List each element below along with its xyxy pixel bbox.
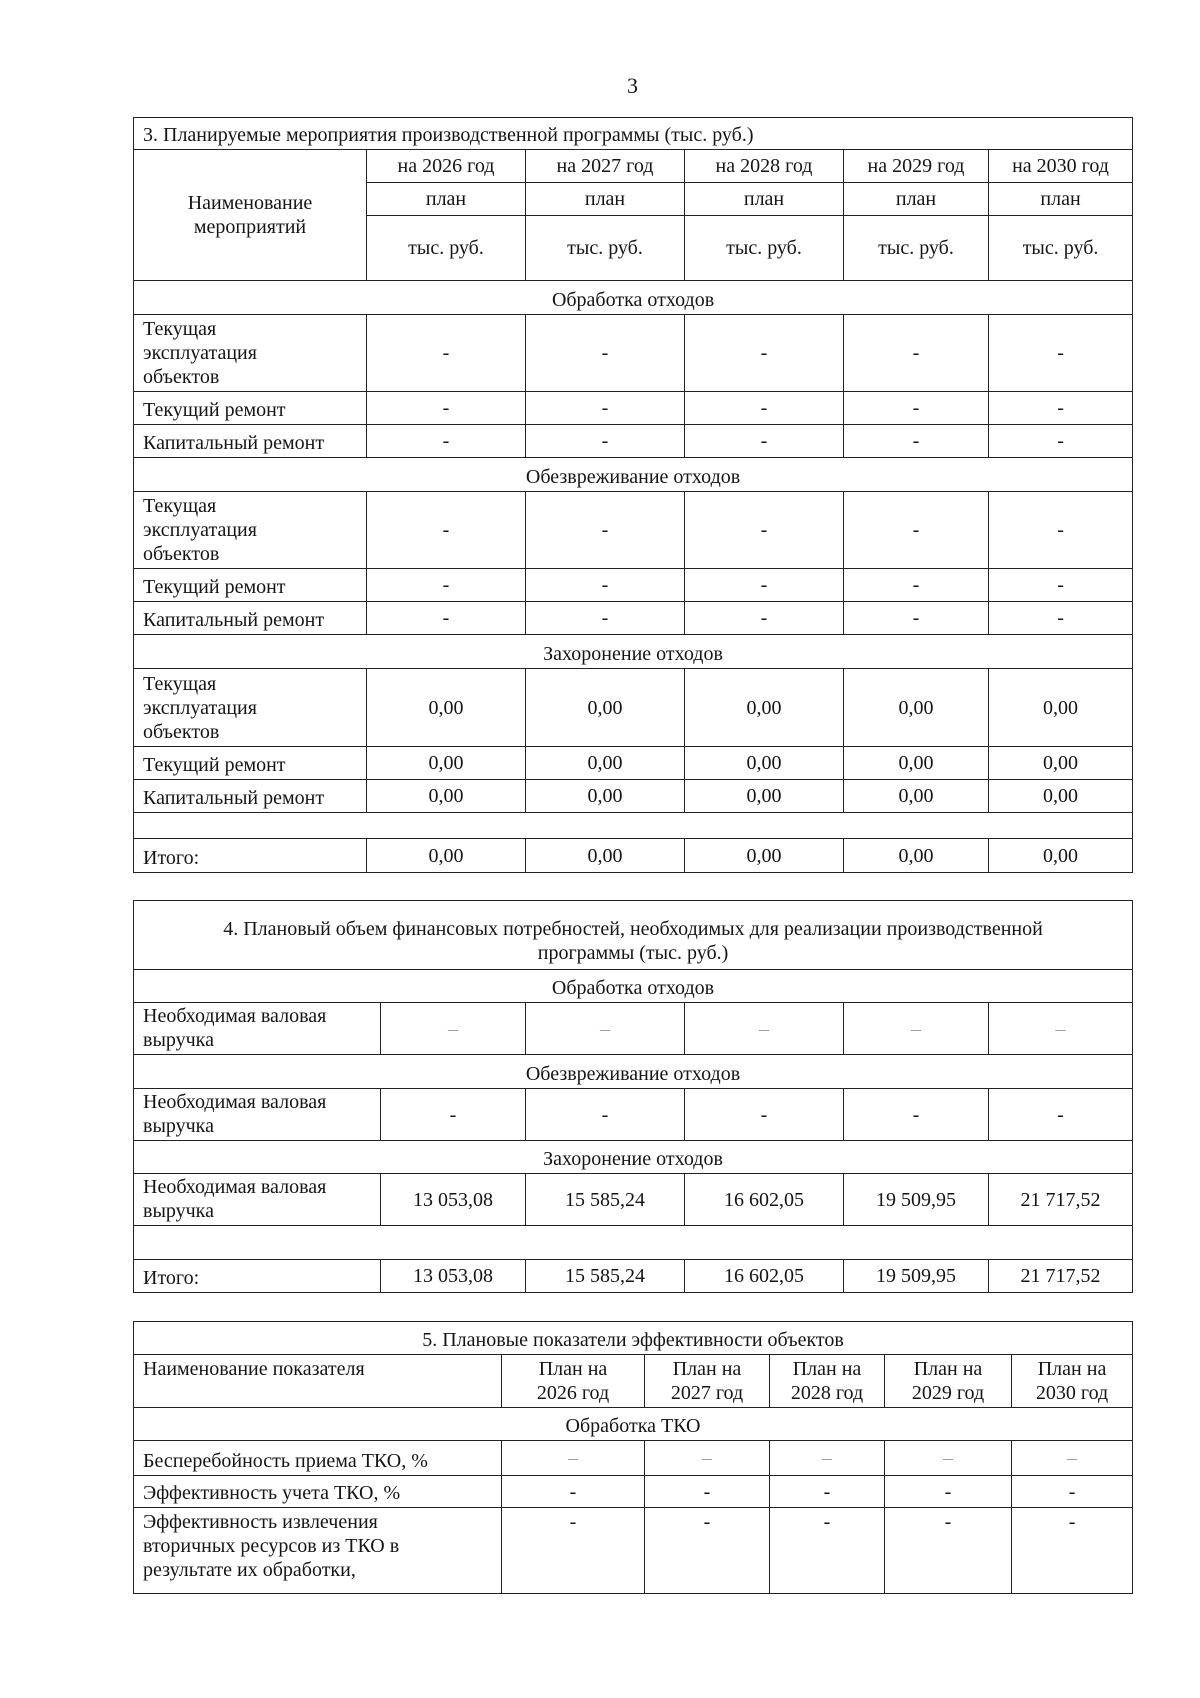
plan-header: план bbox=[526, 183, 685, 216]
value-cell: - bbox=[685, 1089, 844, 1141]
row-label: Текущая эксплуатация объектов bbox=[134, 315, 367, 392]
value-cell: – bbox=[989, 1003, 1133, 1055]
value-cell: - bbox=[989, 1089, 1133, 1141]
total-value: 0,00 bbox=[989, 839, 1133, 873]
value-cell: – bbox=[502, 1441, 645, 1476]
row-label: Капитальный ремонт bbox=[134, 602, 367, 635]
column-header-name: Наименование мероприятий bbox=[134, 150, 367, 281]
row-label: Эффективность учета ТКО, % bbox=[134, 1476, 502, 1508]
value-cell: - bbox=[502, 1508, 645, 1594]
year-header-2026: План на 2026 год bbox=[502, 1355, 645, 1408]
value-cell: – bbox=[770, 1441, 885, 1476]
year-header-2029: на 2029 год bbox=[844, 150, 989, 183]
unit-header: тыс. руб. bbox=[685, 216, 844, 281]
efficiency-indicators-table bbox=[133, 1321, 1133, 1594]
value-cell: – bbox=[885, 1441, 1012, 1476]
value-cell: - bbox=[367, 425, 526, 458]
section-title: Обработка отходов bbox=[134, 281, 1133, 315]
section-title: Захоронение отходов bbox=[134, 635, 1133, 669]
value-cell: - bbox=[526, 392, 685, 425]
total-value: 0,00 bbox=[526, 839, 685, 873]
total-value: 0,00 bbox=[685, 839, 844, 873]
section-title: Захоронение отходов bbox=[134, 1141, 1133, 1174]
value-cell: 15 585,24 bbox=[526, 1174, 685, 1226]
value-cell: - bbox=[1012, 1476, 1133, 1508]
year-header-2028: План на 2028 год bbox=[770, 1355, 885, 1408]
value-cell: - bbox=[367, 602, 526, 635]
value-cell: 0,00 bbox=[844, 780, 989, 813]
value-cell: 0,00 bbox=[685, 780, 844, 813]
table-title: 5. Плановые показатели эффективности объектов bbox=[134, 1322, 1133, 1355]
total-value: 15 585,24 bbox=[526, 1260, 685, 1293]
value-cell: - bbox=[526, 492, 685, 569]
value-cell: – bbox=[685, 1003, 844, 1055]
value-cell: - bbox=[685, 602, 844, 635]
value-cell: 0,00 bbox=[526, 669, 685, 747]
row-label: Текущая эксплуатация объектов bbox=[134, 669, 367, 747]
total-label: Итого: bbox=[134, 1260, 381, 1293]
value-cell: 0,00 bbox=[844, 669, 989, 747]
value-cell: - bbox=[844, 569, 989, 602]
total-value: 19 509,95 bbox=[844, 1260, 989, 1293]
value-cell: - bbox=[381, 1089, 526, 1141]
value-cell: 0,00 bbox=[526, 747, 685, 780]
value-cell: - bbox=[685, 425, 844, 458]
value-cell: – bbox=[526, 1003, 685, 1055]
value-cell: - bbox=[502, 1476, 645, 1508]
value-cell: - bbox=[989, 492, 1133, 569]
empty-row bbox=[134, 813, 1133, 839]
value-cell: - bbox=[885, 1476, 1012, 1508]
plan-header: план bbox=[367, 183, 526, 216]
value-cell: - bbox=[367, 392, 526, 425]
value-cell: - bbox=[770, 1508, 885, 1594]
row-label: Текущий ремонт bbox=[134, 569, 367, 602]
value-cell: – bbox=[844, 1003, 989, 1055]
total-value: 21 717,52 bbox=[989, 1260, 1133, 1293]
plan-header: план bbox=[989, 183, 1133, 216]
value-cell: - bbox=[526, 569, 685, 602]
row-label: Эффективность извлечения вторичных ресурсов из ТКО в результате их обработки, bbox=[134, 1508, 502, 1594]
plan-header: план bbox=[844, 183, 989, 216]
value-cell: - bbox=[844, 425, 989, 458]
value-cell: 21 717,52 bbox=[989, 1174, 1133, 1226]
year-header-2029: План на 2029 год bbox=[885, 1355, 1012, 1408]
value-cell: - bbox=[367, 315, 526, 392]
value-cell: - bbox=[1012, 1508, 1133, 1594]
value-cell: - bbox=[526, 1089, 685, 1141]
value-cell: - bbox=[844, 1089, 989, 1141]
year-header-2026: на 2026 год bbox=[367, 150, 526, 183]
value-cell: - bbox=[526, 315, 685, 392]
row-label: Капитальный ремонт bbox=[134, 780, 367, 813]
section-title: Обезвреживание отходов bbox=[134, 458, 1133, 492]
value-cell: 0,00 bbox=[367, 669, 526, 747]
planned-measures-table bbox=[133, 117, 1133, 873]
value-cell: - bbox=[989, 392, 1133, 425]
value-cell: - bbox=[770, 1476, 885, 1508]
row-label: Бесперебойность приема ТКО, % bbox=[134, 1441, 502, 1476]
total-value: 0,00 bbox=[844, 839, 989, 873]
value-cell: – bbox=[1012, 1441, 1133, 1476]
total-value: 0,00 bbox=[367, 839, 526, 873]
value-cell: - bbox=[685, 315, 844, 392]
value-cell: 0,00 bbox=[989, 780, 1133, 813]
total-value: 13 053,08 bbox=[381, 1260, 526, 1293]
value-cell: - bbox=[645, 1508, 770, 1594]
plan-header: план bbox=[685, 183, 844, 216]
value-cell: - bbox=[989, 315, 1133, 392]
total-label: Итого: bbox=[134, 839, 367, 873]
value-cell: - bbox=[844, 492, 989, 569]
value-cell: - bbox=[844, 315, 989, 392]
unit-header: тыс. руб. bbox=[367, 216, 526, 281]
value-cell: – bbox=[381, 1003, 526, 1055]
section-title: Обработка ТКО bbox=[134, 1408, 1133, 1441]
value-cell: - bbox=[844, 392, 989, 425]
value-cell: - bbox=[526, 602, 685, 635]
value-cell: 0,00 bbox=[526, 780, 685, 813]
unit-header: тыс. руб. bbox=[526, 216, 685, 281]
value-cell: - bbox=[989, 569, 1133, 602]
year-header-2027: на 2027 год bbox=[526, 150, 685, 183]
value-cell: – bbox=[645, 1441, 770, 1476]
value-cell: - bbox=[844, 602, 989, 635]
row-label: Текущий ремонт bbox=[134, 392, 367, 425]
value-cell: 0,00 bbox=[367, 747, 526, 780]
section-title: Обработка отходов bbox=[134, 970, 1133, 1003]
value-cell: - bbox=[989, 602, 1133, 635]
page-number: 3 bbox=[627, 73, 638, 98]
value-cell: - bbox=[367, 569, 526, 602]
unit-header: тыс. руб. bbox=[989, 216, 1133, 281]
financial-needs-table bbox=[133, 900, 1133, 1293]
value-cell: - bbox=[645, 1476, 770, 1508]
unit-header: тыс. руб. bbox=[844, 216, 989, 281]
value-cell: 0,00 bbox=[989, 747, 1133, 780]
column-header-name: Наименование показателя bbox=[134, 1355, 502, 1408]
year-header-2030: на 2030 год bbox=[989, 150, 1133, 183]
value-cell: 0,00 bbox=[685, 747, 844, 780]
value-cell: - bbox=[685, 392, 844, 425]
row-label: Необходимая валовая выручка bbox=[134, 1089, 381, 1141]
value-cell: - bbox=[526, 425, 685, 458]
year-header-2028: на 2028 год bbox=[685, 150, 844, 183]
total-value: 16 602,05 bbox=[685, 1260, 844, 1293]
year-header-2030: План на 2030 год bbox=[1012, 1355, 1133, 1408]
row-label: Необходимая валовая выручка bbox=[134, 1003, 381, 1055]
value-cell: 0,00 bbox=[989, 669, 1133, 747]
value-cell: - bbox=[685, 492, 844, 569]
table-title: 4. Плановый объем финансовых потребностей, необходимых для реализации производственной программы (тыс. руб.) bbox=[134, 901, 1133, 970]
row-label: Текущий ремонт bbox=[134, 747, 367, 780]
value-cell: 0,00 bbox=[685, 669, 844, 747]
row-label: Текущая эксплуатация объектов bbox=[134, 492, 367, 569]
value-cell: 16 602,05 bbox=[685, 1174, 844, 1226]
year-header-2027: План на 2027 год bbox=[645, 1355, 770, 1408]
value-cell: 13 053,08 bbox=[381, 1174, 526, 1226]
value-cell: 19 509,95 bbox=[844, 1174, 989, 1226]
table-title: 3. Планируемые мероприятия производственной программы (тыс. руб.) bbox=[134, 118, 1133, 150]
row-label: Необходимая валовая выручка bbox=[134, 1174, 381, 1226]
row-label: Капитальный ремонт bbox=[134, 425, 367, 458]
value-cell: - bbox=[367, 492, 526, 569]
section-title: Обезвреживание отходов bbox=[134, 1055, 1133, 1089]
value-cell: - bbox=[885, 1508, 1012, 1594]
value-cell: - bbox=[989, 425, 1133, 458]
value-cell: 0,00 bbox=[367, 780, 526, 813]
value-cell: 0,00 bbox=[844, 747, 989, 780]
value-cell: - bbox=[685, 569, 844, 602]
empty-row bbox=[134, 1226, 1133, 1260]
